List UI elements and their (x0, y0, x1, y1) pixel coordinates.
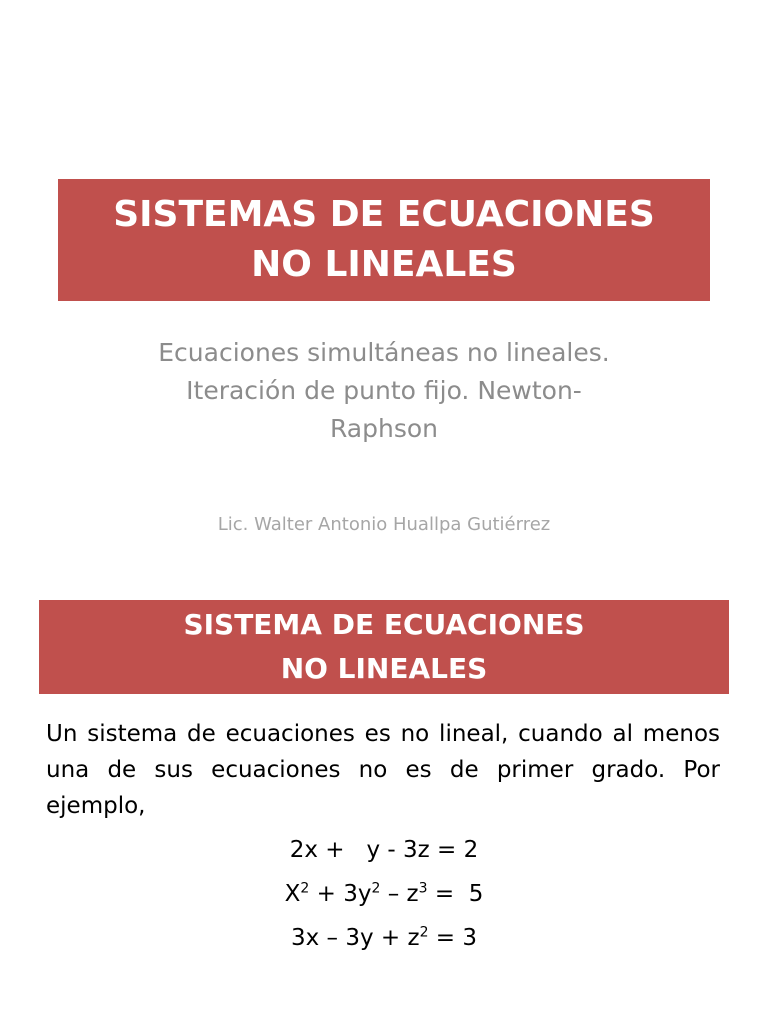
slide-title-line-1: SISTEMAS DE ECUACIONES (113, 194, 655, 235)
subtitle-line-1: Ecuaciones simultáneas no lineales. (158, 338, 610, 367)
section-title-line-2: NO LINEALES (280, 652, 488, 685)
equation-system (184, 828, 584, 960)
slide-subtitle (90, 334, 678, 448)
definition-paragraph: Un sistema de ecuaciones es no lineal, cuando al menos una de sus ecuaciones no es de primer grado. Por ejemplo, (46, 721, 720, 819)
slide-title-line-2: NO LINEALES (251, 244, 517, 285)
section-title-banner (39, 600, 729, 694)
equation-3 (184, 916, 584, 960)
equation-1: 2x + y - 3z = 2 (289, 837, 479, 863)
eq2-term-2: + 3y (309, 881, 372, 907)
eq3-term-1: 3x – 3y + z (290, 925, 420, 951)
eq2-exponent-1: 2 (300, 880, 310, 897)
subtitle-line-2: Iteración de punto fijo. Newton- (186, 376, 582, 405)
slide-title-banner (58, 179, 710, 301)
eq3-exponent-1: 2 (419, 924, 429, 941)
eq3-term-2: = 3 (428, 925, 478, 951)
author-name: Lic. Walter Antonio Huallpa Gutiérrez (217, 514, 551, 535)
section-title-line-1: SISTEMA DE ECUACIONES (183, 608, 585, 641)
eq2-term-4: = 5 (427, 881, 484, 907)
eq2-exponent-2: 2 (371, 880, 381, 897)
eq2-term-1: X (284, 881, 301, 907)
subtitle-line-3: Raphson (329, 414, 439, 443)
eq2-exponent-3: 3 (418, 880, 428, 897)
equation-2 (184, 872, 584, 916)
eq2-term-3: – z (380, 881, 419, 907)
